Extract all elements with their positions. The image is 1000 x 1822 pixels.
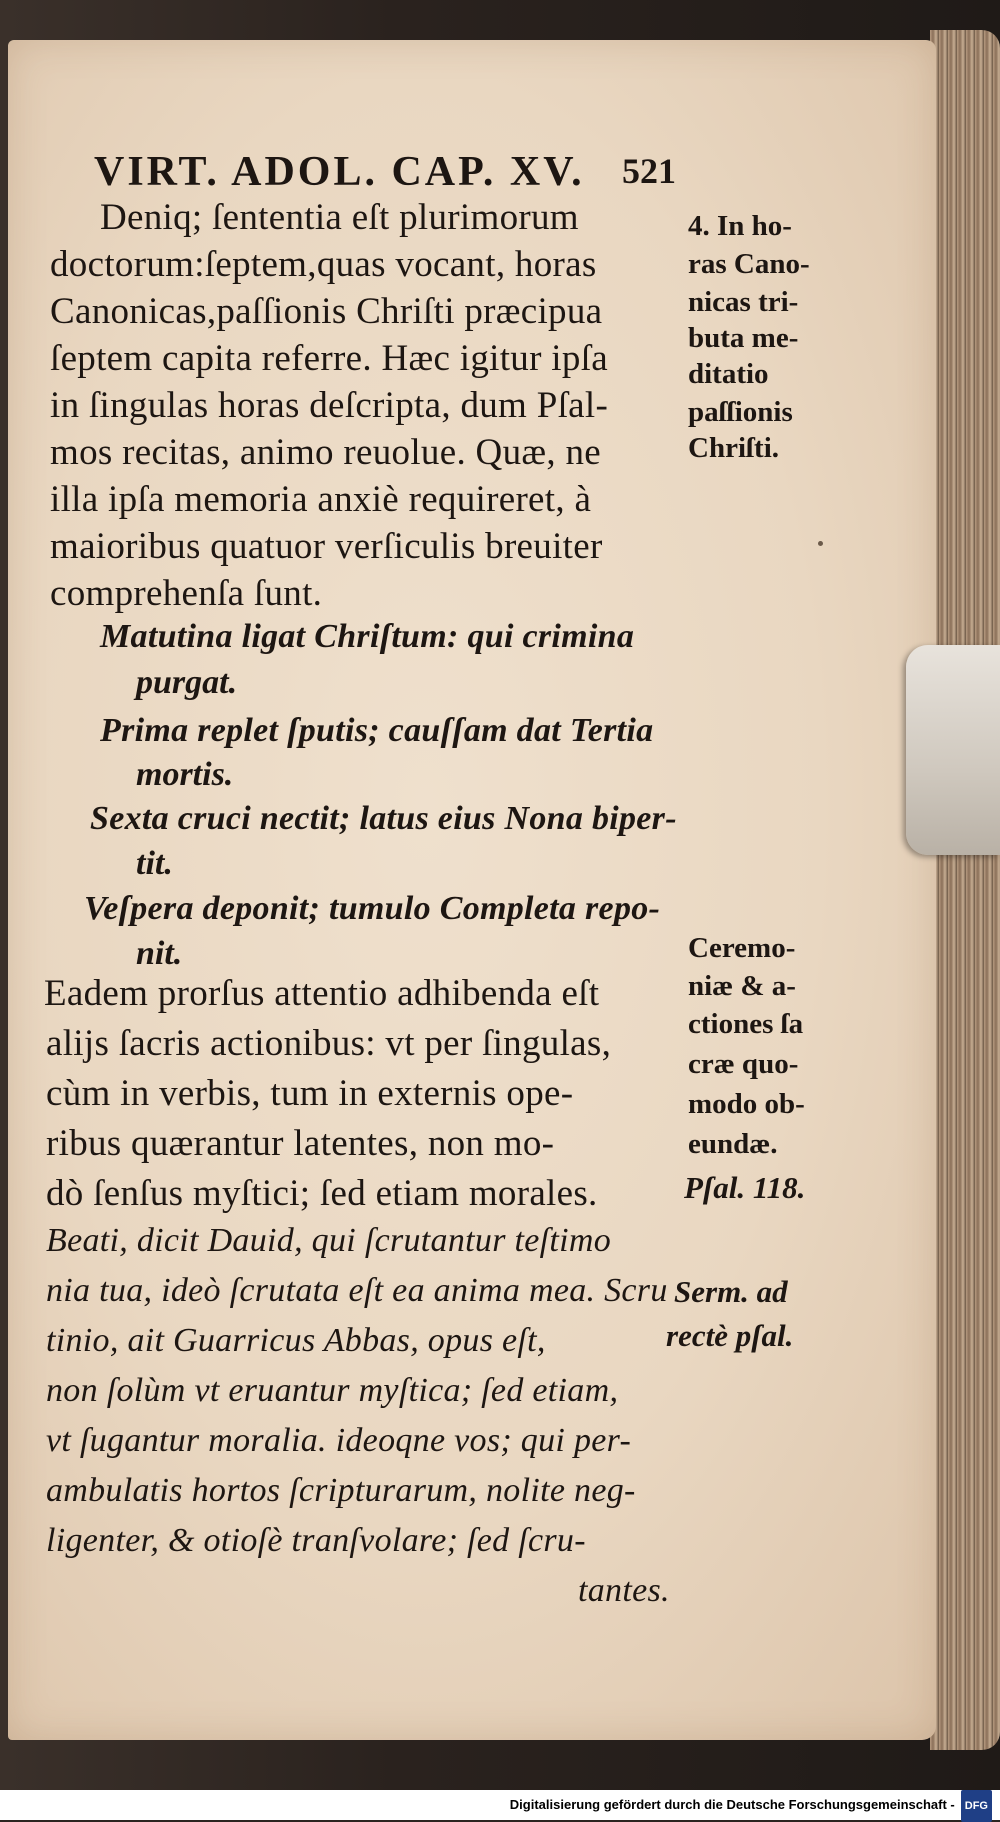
body-line: Canonicas,paſſionis Chriſti præcipua — [50, 291, 603, 332]
page-number: 521 — [622, 151, 676, 191]
margin-reference: Serm. ad — [674, 1274, 788, 1309]
margin-note: niæ & a- — [688, 970, 796, 1002]
margin-note: ditatio — [688, 358, 769, 390]
dfg-logo: DFG — [961, 1790, 992, 1822]
quote-line: tinio, ait Guarricus Abbas, opus eſt, — [46, 1322, 546, 1359]
body-line: cùm in verbis, tum in externis ope- — [46, 1073, 574, 1114]
margin-note: eundæ. — [688, 1128, 778, 1160]
bookmark-ribbon — [906, 645, 1000, 855]
quote-line: ambulatis hortos ſcripturarum, nolite neg- — [46, 1472, 636, 1509]
body-line: alijs ſacris actionibus: vt per ſingulas, — [46, 1023, 612, 1064]
margin-reference: rectè pſal. — [666, 1318, 794, 1353]
margin-note: Chriſti. — [688, 432, 780, 464]
running-title: VIRT. ADOL. CAP. XV. — [94, 149, 585, 195]
verse-line: Sexta cruci nectit; latus eius Nona biper- — [90, 800, 677, 837]
quote-line: ligenter, & otioſè tranſvolare; ſed ſcru- — [46, 1522, 586, 1559]
margin-note: buta me- — [688, 322, 799, 354]
verse-line: Matutina ligat Chriſtum: qui crimina — [100, 618, 635, 655]
body-line: mos recitas, animo reuolue. Quæ, ne — [50, 432, 601, 473]
margin-note: cræ quo- — [688, 1048, 799, 1080]
quote-line: nia tua, ideò ſcrutata eſt ea anima mea. Scru — [46, 1272, 668, 1309]
footer-text: Digitalisierung gefördert durch die Deutsche Forschungsgemeinschaft - — [509, 1797, 955, 1812]
body-line: doctorum:ſeptem,quas vocant, horas — [50, 244, 597, 285]
quote-line: vt ſugantur moralia. ideoqne vos; qui per- — [46, 1422, 632, 1459]
catchword: tantes. — [578, 1572, 670, 1609]
digitization-footer — [0, 1790, 1000, 1820]
margin-note: ras Cano- — [688, 248, 810, 280]
body-line: Eadem prorſus attentio adhibenda eſt — [44, 973, 600, 1014]
body-line: comprehenſa ſunt. — [50, 573, 323, 614]
margin-reference: Pſal. 118. — [684, 1170, 806, 1205]
verse-continuation: tit. — [136, 845, 173, 882]
margin-note: Ceremo- — [688, 932, 796, 964]
body-line: in ſingulas horas deſcripta, dum Pſal- — [50, 385, 609, 426]
margin-note: nicas tri- — [688, 286, 799, 318]
verse-line: Prima replet ſputis; cauſſam dat Tertia — [100, 712, 654, 749]
margin-note: 4. In ho- — [688, 210, 792, 242]
body-line: illa ipſa memoria anxiè requireret, à — [50, 479, 592, 520]
ink-dot — [818, 541, 823, 546]
body-line: ribus quærantur latentes, non mo- — [46, 1123, 555, 1164]
margin-note: ctiones ſa — [688, 1008, 804, 1040]
body-line: Deniq; ſententia eſt plurimorum — [100, 197, 579, 238]
quote-line: Beati, dicit Dauid, qui ſcrutantur teſtimo — [46, 1222, 612, 1259]
page-fore-edge — [930, 30, 1000, 1750]
body-line: dò ſenſus myſtici; ſed etiam morales. — [46, 1173, 598, 1214]
verse-line: Veſpera deponit; tumulo Completa repo- — [84, 890, 661, 927]
quote-line: non ſolùm vt eruantur myſtica; ſed etiam, — [46, 1372, 619, 1409]
body-line: maioribus quatuor verſiculis breuiter — [50, 526, 603, 567]
margin-note: modo ob- — [688, 1088, 805, 1120]
verse-continuation: nit. — [136, 935, 183, 972]
margin-note: paſſionis — [688, 396, 793, 428]
verse-continuation: mortis. — [136, 756, 234, 793]
body-line: ſeptem capita referre. Hæc igitur ipſa — [50, 338, 608, 379]
verse-continuation: purgat. — [136, 664, 238, 701]
